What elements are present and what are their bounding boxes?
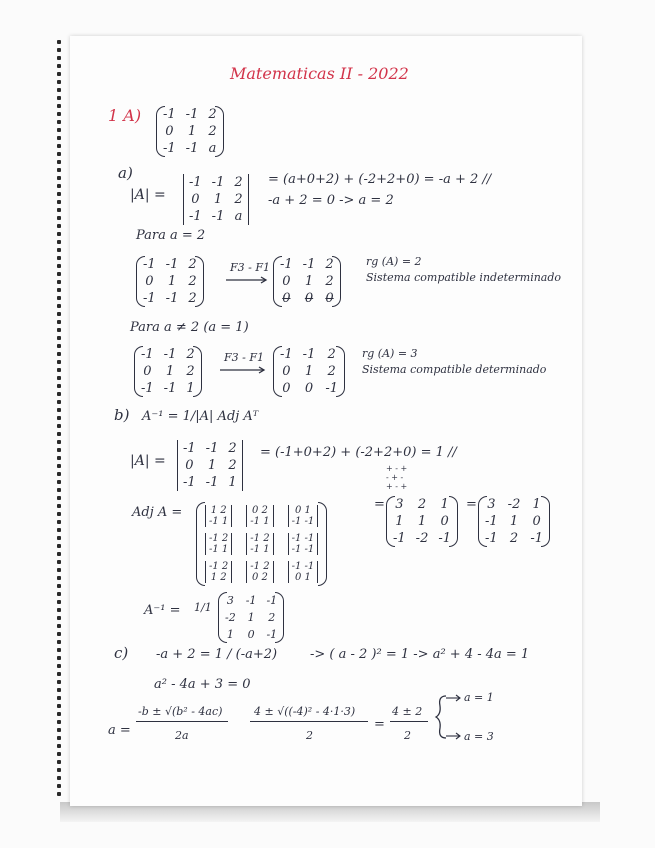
spiral-hole <box>57 320 61 324</box>
spiral-hole <box>57 224 61 228</box>
matrix-cell: 2 <box>188 257 197 272</box>
matrix-cell: 2 <box>325 274 334 289</box>
minor-determinant <box>239 502 280 530</box>
matrix-cell: 1 <box>165 364 175 379</box>
fraction-bar <box>390 721 428 722</box>
case2-result-matrix <box>275 346 343 397</box>
spiral-hole <box>57 152 61 156</box>
spiral-hole <box>57 336 61 340</box>
matrix-cell: -1 <box>266 594 278 607</box>
spiral-binding <box>57 40 65 800</box>
spiral-hole <box>57 776 61 780</box>
matrix-cell: -1 <box>141 381 154 396</box>
matrix-cell: -1 <box>163 347 177 362</box>
spiral-hole <box>57 568 61 572</box>
spiral-hole <box>57 768 61 772</box>
spiral-hole <box>57 704 61 708</box>
matrix-cell: 0 <box>325 291 334 306</box>
formula-numerator: -b ± √(b² - 4ac) <box>138 705 223 718</box>
minor-row: -1 -1 <box>291 516 315 527</box>
matrix-cell: 2 <box>188 291 197 306</box>
spiral-hole <box>57 184 61 188</box>
spiral-hole <box>57 600 61 604</box>
matrix-cell: 2 <box>327 364 336 379</box>
spiral-hole <box>57 376 61 380</box>
matrix-cell: 3 <box>226 594 234 607</box>
spiral-hole <box>57 584 61 588</box>
matrix-cell: 0 <box>191 192 200 207</box>
spiral-hole <box>57 344 61 348</box>
matrix-cell: 0 <box>532 514 541 529</box>
spiral-hole <box>57 672 61 676</box>
matrix-cell: -1 <box>302 257 316 272</box>
minor-row: 0 1 <box>294 572 311 583</box>
spiral-hole <box>57 288 61 292</box>
minor-row: -1 -1 <box>291 561 315 572</box>
spiral-hole <box>57 712 61 716</box>
spiral-hole <box>57 520 61 524</box>
spiral-hole <box>57 368 61 372</box>
spiral-hole <box>57 128 61 132</box>
spiral-hole <box>57 448 61 452</box>
part-a-det-zero: -a + 2 = 0 -> a = 2 <box>268 193 394 208</box>
spiral-hole <box>57 680 61 684</box>
spiral-hole <box>57 784 61 788</box>
matrix-cell: 1 <box>417 514 427 529</box>
spiral-hole <box>57 120 61 124</box>
minor-row: -1 2 <box>250 561 270 572</box>
minor-row: 1 2 <box>210 572 227 583</box>
minor-row: 1 2 <box>210 505 227 516</box>
spiral-hole <box>57 80 61 84</box>
adjugate-minors-matrix <box>198 502 325 586</box>
spiral-hole <box>57 632 61 636</box>
case2-rank: rg (A) = 3 <box>362 347 418 360</box>
spiral-hole <box>57 720 61 724</box>
minor-row: -1 2 <box>250 533 270 544</box>
spiral-hole <box>57 560 61 564</box>
matrix-cell: -1 <box>438 531 452 546</box>
spiral-hole <box>57 352 61 356</box>
matrix-cell: -1 <box>280 347 293 362</box>
matrix-cell: -1 <box>530 531 544 546</box>
spiral-hole <box>57 552 61 556</box>
matrix-cell: 0 <box>282 381 291 396</box>
substituted-denominator: 2 <box>306 729 313 742</box>
matrix-cell: 1 <box>532 497 541 512</box>
matrix-cell: 1 <box>213 192 223 207</box>
spiral-hole <box>57 528 61 532</box>
case1-system-type: Sistema compatible indeterminado <box>366 271 562 284</box>
matrix-cell: -1 <box>163 381 177 396</box>
matrix-cell: -1 <box>183 441 196 456</box>
spiral-hole <box>57 176 61 180</box>
spiral-hole <box>57 624 61 628</box>
spiral-hole <box>57 248 61 252</box>
matrix-cell: a <box>208 141 217 156</box>
matrix-cell: 0 <box>165 124 174 139</box>
spiral-hole <box>57 208 61 212</box>
minor-row: -1 1 <box>209 516 229 527</box>
minor-row: 0 2 <box>251 572 268 583</box>
matrix-cell: 1 <box>509 514 519 529</box>
part-a-det-matrix <box>184 174 248 225</box>
matrix-cell: 1 <box>440 497 449 512</box>
matrix-cell: -1 <box>189 175 202 190</box>
spiral-hole <box>57 416 61 420</box>
case1-result-matrix <box>275 256 339 307</box>
part-c-quadratic: a² - 4a + 3 = 0 <box>154 677 251 692</box>
equals-sign: = <box>374 717 385 732</box>
matrix-cell: -2 <box>507 497 521 512</box>
fraction-bar <box>250 721 368 722</box>
matrix-cell: 2 <box>186 364 195 379</box>
spiral-hole <box>57 480 61 484</box>
spiral-hole <box>57 440 61 444</box>
matrix-cell: -1 <box>165 257 179 272</box>
spiral-hole <box>57 464 61 468</box>
matrix-cell: 0 <box>304 291 314 306</box>
brace-arrows-icon <box>434 692 464 742</box>
minor-row: -1 -1 <box>291 533 315 544</box>
minor-row: -1 -1 <box>291 544 315 555</box>
case2-label: Para a ≠ 2 (a = 1) <box>130 320 249 335</box>
matrix-cell: -1 <box>189 209 202 224</box>
arrow-icon <box>220 366 268 374</box>
matrix-cell: -1 <box>280 257 293 272</box>
matrix-cell: 0 <box>145 274 154 289</box>
inverse-formula: A⁻¹ = 1/|A| Adj Aᵀ <box>142 409 259 424</box>
matrix-cell: -1 <box>141 347 154 362</box>
substituted-numerator: 4 ± √((-4)² - 4·1·3) <box>254 705 356 718</box>
matrix-cell: 2 <box>327 347 336 362</box>
spiral-hole <box>57 736 61 740</box>
matrix-cell: 2 <box>325 257 334 272</box>
matrix-cell: -1 <box>143 291 156 306</box>
part-b-det-matrix <box>178 440 242 491</box>
matrix-cell: -1 <box>205 475 219 490</box>
matrix-cell: 1 <box>228 475 237 490</box>
matrix-cell: -1 <box>165 291 179 306</box>
minor-row: -1 1 <box>209 544 229 555</box>
part-c-equation: -a + 2 = 1 / (-a+2) <box>156 647 278 662</box>
spiral-hole <box>57 136 61 140</box>
spiral-hole <box>57 384 61 388</box>
inverse-fraction: 1/1 <box>194 601 212 614</box>
matrix-cell: -1 <box>485 531 498 546</box>
adjugate-values-matrix <box>388 496 456 547</box>
case2-matrix <box>136 346 200 397</box>
spiral-hole <box>57 488 61 492</box>
matrix-cell: 1 <box>304 364 314 379</box>
spiral-hole <box>57 792 61 796</box>
matrix-cell: 1 <box>186 381 195 396</box>
case1-rank: rg (A) = 2 <box>366 255 422 268</box>
matrix-cell: 1 <box>187 124 197 139</box>
sign-chart: + - + - + - + - + <box>386 464 408 491</box>
matrix-cell: 2 <box>234 192 243 207</box>
matrix-cell: -1 <box>183 475 196 490</box>
matrix-cell: 1 <box>207 458 217 473</box>
spiral-hole <box>57 504 61 508</box>
spiral-hole <box>57 360 61 364</box>
part-c-squared: -> ( a - 2 )² = 1 -> a² + 4 - 4a = 1 <box>310 647 530 662</box>
spiral-hole <box>57 608 61 612</box>
matrix-cell: -1 <box>325 381 339 396</box>
spiral-hole <box>57 728 61 732</box>
arrow-icon <box>226 276 270 284</box>
matrix-cell: 2 <box>208 124 217 139</box>
matrix-cell: 2 <box>417 497 427 512</box>
matrix-cell: 2 <box>509 531 519 546</box>
matrix-cell: -1 <box>205 441 219 456</box>
matrix-cell: 2 <box>208 107 217 122</box>
root-2: a = 3 <box>464 730 494 743</box>
minor-determinant <box>239 530 280 558</box>
spiral-hole <box>57 64 61 68</box>
part-b-det-expansion: = (-1+0+2) + (-2+2+0) = 1 // <box>260 445 457 460</box>
spiral-hole <box>57 696 61 700</box>
root-1: a = 1 <box>464 691 494 704</box>
spiral-hole <box>57 296 61 300</box>
equals-sign: = <box>466 497 477 512</box>
matrix-cell: 3 <box>487 497 496 512</box>
matrix-cell: 3 <box>395 497 404 512</box>
spiral-hole <box>57 744 61 748</box>
spiral-hole <box>57 424 61 428</box>
matrix-cell: -1 <box>185 141 199 156</box>
spiral-hole <box>57 168 61 172</box>
spiral-hole <box>57 104 61 108</box>
matrix-cell: 2 <box>186 347 195 362</box>
spiral-hole <box>57 232 61 236</box>
matrix-cell: 2 <box>228 458 237 473</box>
spiral-hole <box>57 400 61 404</box>
matrix-cell: -1 <box>143 257 156 272</box>
part-a-det-expansion: = (a+0+2) + (-2+2+0) = -a + 2 // <box>268 172 492 187</box>
spiral-hole <box>57 256 61 260</box>
case1-matrix <box>138 256 202 307</box>
spiral-hole <box>57 616 61 620</box>
matrix-cell: 0 <box>282 291 291 306</box>
spiral-hole <box>57 576 61 580</box>
spiral-hole <box>57 328 61 332</box>
spiral-hole <box>57 312 61 316</box>
spiral-hole <box>57 112 61 116</box>
spiral-hole <box>57 240 61 244</box>
part-b-det-label: |A| = <box>130 453 166 469</box>
matrix-cell: 1 <box>167 274 177 289</box>
part-b-label: b) <box>114 406 130 424</box>
spiral-hole <box>57 472 61 476</box>
problem-label: 1 A) <box>108 106 142 125</box>
part-c-label: c) <box>114 644 129 662</box>
result-denominator: 2 <box>404 729 411 742</box>
part-a-label: a) <box>118 164 133 182</box>
inverse-label: A⁻¹ = <box>144 603 181 618</box>
matrix-cell: -1 <box>211 175 225 190</box>
case1-operation: F3 - F1 <box>230 261 270 274</box>
spiral-hole <box>57 688 61 692</box>
minor-row: -1 2 <box>209 561 229 572</box>
matrix-cell: -1 <box>185 107 199 122</box>
spiral-hole <box>57 664 61 668</box>
spiral-hole <box>57 392 61 396</box>
adj-label: Adj A = <box>132 505 183 520</box>
part-a-det-label: |A| = <box>130 187 166 203</box>
matrix-cell: -1 <box>485 514 498 529</box>
matrix-cell: 1 <box>247 611 255 624</box>
minor-row: 0 1 <box>294 505 311 516</box>
spiral-hole <box>57 88 61 92</box>
spiral-hole <box>57 72 61 76</box>
minor-row: -1 1 <box>250 544 270 555</box>
matrix-cell: 0 <box>185 458 194 473</box>
matrix-cell: -1 <box>302 347 316 362</box>
formula-denominator: 2a <box>175 729 189 742</box>
formula-lhs: a = <box>108 723 131 738</box>
spiral-hole <box>57 408 61 412</box>
fraction-bar <box>136 721 228 722</box>
spiral-hole <box>57 192 61 196</box>
spiral-hole <box>57 656 61 660</box>
spiral-hole <box>57 496 61 500</box>
spiral-hole <box>57 544 61 548</box>
case1-label: Para a = 2 <box>136 228 206 243</box>
matrix-cell: -2 <box>225 611 236 624</box>
matrix-cell: 0 <box>440 514 449 529</box>
spiral-hole <box>57 536 61 540</box>
spiral-hole <box>57 48 61 52</box>
matrix-a <box>158 106 222 157</box>
matrix-cell: 0 <box>304 381 314 396</box>
spiral-hole <box>57 512 61 516</box>
spiral-hole <box>57 56 61 60</box>
page-title: Matematicas II - 2022 <box>230 64 409 83</box>
spiral-hole <box>57 264 61 268</box>
matrix-cell: -1 <box>245 594 257 607</box>
matrix-cell: a <box>234 209 243 224</box>
notebook-page <box>70 36 582 806</box>
matrix-cell: 2 <box>188 274 197 289</box>
matrix-cell: 0 <box>282 364 291 379</box>
matrix-cell: 0 <box>143 364 152 379</box>
minor-row: 0 2 <box>251 505 268 516</box>
minor-row: -1 2 <box>209 533 229 544</box>
spiral-hole <box>57 272 61 276</box>
matrix-cell: -1 <box>393 531 406 546</box>
matrix-cell: -1 <box>211 209 225 224</box>
case2-system-type: Sistema compatible determinado <box>362 363 547 376</box>
minor-row: -1 1 <box>250 516 270 527</box>
spiral-hole <box>57 200 61 204</box>
matrix-cell: 2 <box>228 441 237 456</box>
matrix-cell: -1 <box>266 628 278 641</box>
spiral-hole <box>57 40 61 44</box>
matrix-cell: 0 <box>282 274 291 289</box>
minor-determinant <box>239 558 280 586</box>
spiral-hole <box>57 648 61 652</box>
spiral-hole <box>57 144 61 148</box>
matrix-cell: 0 <box>247 628 255 641</box>
spiral-hole <box>57 592 61 596</box>
result-numerator: 4 ± 2 <box>392 705 423 718</box>
matrix-cell: -1 <box>163 107 176 122</box>
spiral-hole <box>57 280 61 284</box>
inverse-matrix <box>220 592 282 643</box>
case2-operation: F3 - F1 <box>224 351 264 364</box>
spiral-hole <box>57 432 61 436</box>
matrix-cell: 1 <box>226 628 234 641</box>
adjugate-signed-matrix <box>480 496 548 547</box>
spiral-hole <box>57 160 61 164</box>
spiral-hole <box>57 96 61 100</box>
spiral-hole <box>57 760 61 764</box>
spiral-hole <box>57 304 61 308</box>
matrix-cell: 1 <box>395 514 404 529</box>
matrix-cell: 2 <box>234 175 243 190</box>
spiral-hole <box>57 752 61 756</box>
equals-sign: = <box>374 497 385 512</box>
spiral-hole <box>57 456 61 460</box>
matrix-cell: 2 <box>268 611 276 624</box>
matrix-cell: -2 <box>415 531 429 546</box>
spiral-hole <box>57 216 61 220</box>
spiral-hole <box>57 640 61 644</box>
matrix-cell: 1 <box>304 274 314 289</box>
matrix-cell: -1 <box>163 141 176 156</box>
